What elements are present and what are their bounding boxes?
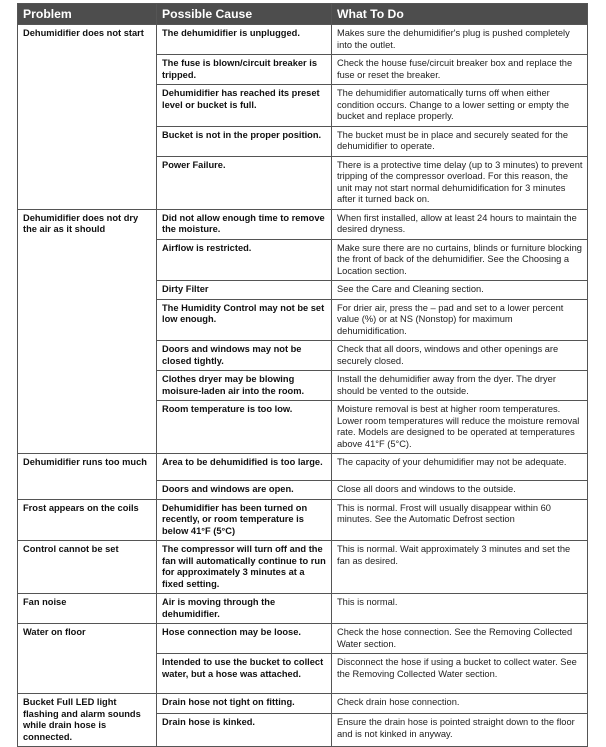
- problem-cell: Bucket Full LED light flashing and alarm sounds while drain hose is connected.: [18, 694, 157, 747]
- table-row: [18, 454, 588, 481]
- todo-cell: Check that all doors, windows and other openings are securely closed.: [332, 341, 588, 371]
- cause-cell: Dehumidifier has reached its preset level or bucket is full.: [157, 85, 332, 127]
- todo-cell: The dehumidifier automatically turns off when either condition occurs. Change to a lower setting or empty the bucket and replace properly.: [332, 85, 588, 127]
- cause-cell: Drain hose is kinked.: [157, 714, 332, 747]
- table-row: [18, 694, 588, 714]
- cause-cell: The dehumidifier is unplugged.: [157, 25, 332, 55]
- cause-cell: Intended to use the bucket to collect water, but a hose was attached.: [157, 654, 332, 694]
- cause-cell: Bucket is not in the proper position.: [157, 126, 332, 156]
- todo-cell: Install the dehumidifier away from the dyer. The dryer should be vented to the outside.: [332, 371, 588, 401]
- table-row: [18, 541, 588, 594]
- cause-cell: The fuse is blown/circuit breaker is tripped.: [157, 55, 332, 85]
- cause-cell: Clothes dryer may be blowing moisure-laden air into the room.: [157, 371, 332, 401]
- problem-cell: Fan noise: [18, 594, 157, 624]
- header-row: [18, 4, 588, 25]
- todo-cell: Close all doors and windows to the outside.: [332, 481, 588, 500]
- table-row: [18, 499, 588, 541]
- cause-cell: Doors and windows may not be closed tightly.: [157, 341, 332, 371]
- problem-cell: Dehumidifier does not dry the air as it should: [18, 209, 157, 454]
- header-what-to-do: What To Do: [332, 4, 588, 25]
- problem-cell: Dehumidifier does not start: [18, 25, 157, 210]
- table-row: [18, 209, 588, 239]
- table-row: [18, 594, 588, 624]
- todo-cell: Make sure there are no curtains, blinds or furniture blocking the front of back of the dehumidifier. See the Choosing a Location section.: [332, 239, 588, 281]
- table-row: [18, 624, 588, 654]
- problem-cell: Control cannot be set: [18, 541, 157, 594]
- problem-cell: Dehumidifier runs too much: [18, 454, 157, 500]
- cause-cell: Room temperature is too low.: [157, 401, 332, 454]
- cause-cell: Area to be dehumidified is too large.: [157, 454, 332, 481]
- todo-cell: Disconnect the hose if using a bucket to collect water. See the Removing Collected Water section.: [332, 654, 588, 694]
- todo-cell: Check drain hose connection.: [332, 694, 588, 714]
- todo-cell: For drier air, press the – pad and set to a lower percent value (%) or at NS (Nonstop) for maximum dehumidification.: [332, 299, 588, 341]
- problem-cell: Water on floor: [18, 624, 157, 694]
- table-row: [18, 25, 588, 55]
- todo-cell: This is normal. Frost will usually disappear within 60 minutes. See the Automatic Defrost section: [332, 499, 588, 541]
- cause-cell: Hose connection may be loose.: [157, 624, 332, 654]
- todo-cell: Moisture removal is best at higher room temperatures. Lower room temperatures will reduce the moisture removal rate. Models are designed to be operated at temperatures above 41°F (5°C).: [332, 401, 588, 454]
- cause-cell: Dehumidifier has been turned on recently, or room temperature is below 41°F (5°C): [157, 499, 332, 541]
- todo-cell: Makes sure the dehumidifier's plug is pushed completely into the outlet.: [332, 25, 588, 55]
- problem-cell: Frost appears on the coils: [18, 499, 157, 541]
- cause-cell: The compressor will turn off and the fan will automatically continue to run for approximately 3 minutes at a fixed setting.: [157, 541, 332, 594]
- header-possible-cause: Possible Cause: [157, 4, 332, 25]
- todo-cell: The bucket must be in place and securely seated for the dehumidifier to operate.: [332, 126, 588, 156]
- todo-cell: Ensure the drain hose is pointed straight down to the floor and is not kinked in anyway.: [332, 714, 588, 747]
- todo-cell: Check the house fuse/circuit breaker box and replace the fuse or reset the breaker.: [332, 55, 588, 85]
- cause-cell: Did not allow enough time to remove the moisture.: [157, 209, 332, 239]
- todo-cell: The capacity of your dehumidifier may not be adequate.: [332, 454, 588, 481]
- cause-cell: Power Failure.: [157, 156, 332, 209]
- cause-cell: Airflow is restricted.: [157, 239, 332, 281]
- header-problem: Problem: [18, 4, 157, 25]
- cause-cell: Air is moving through the dehumidifier.: [157, 594, 332, 624]
- todo-cell: Check the hose connection. See the Removing Collected Water section.: [332, 624, 588, 654]
- todo-cell: This is normal.: [332, 594, 588, 624]
- todo-cell: When first installed, allow at least 24 hours to maintain the desired dryness.: [332, 209, 588, 239]
- cause-cell: Drain hose not tight on fitting.: [157, 694, 332, 714]
- todo-cell: This is normal. Wait approximately 3 minutes and set the fan as desired.: [332, 541, 588, 594]
- todo-cell: See the Care and Cleaning section.: [332, 281, 588, 300]
- cause-cell: Dirty Filter: [157, 281, 332, 300]
- troubleshooting-table: [17, 3, 588, 747]
- todo-cell: There is a protective time delay (up to 3 minutes) to prevent tripping of the compressor overload. For this reason, the unit may not start normal dehumidification for 3 minutes after it turned back on.: [332, 156, 588, 209]
- cause-cell: The Humidity Control may not be set low enough.: [157, 299, 332, 341]
- cause-cell: Doors and windows are open.: [157, 481, 332, 500]
